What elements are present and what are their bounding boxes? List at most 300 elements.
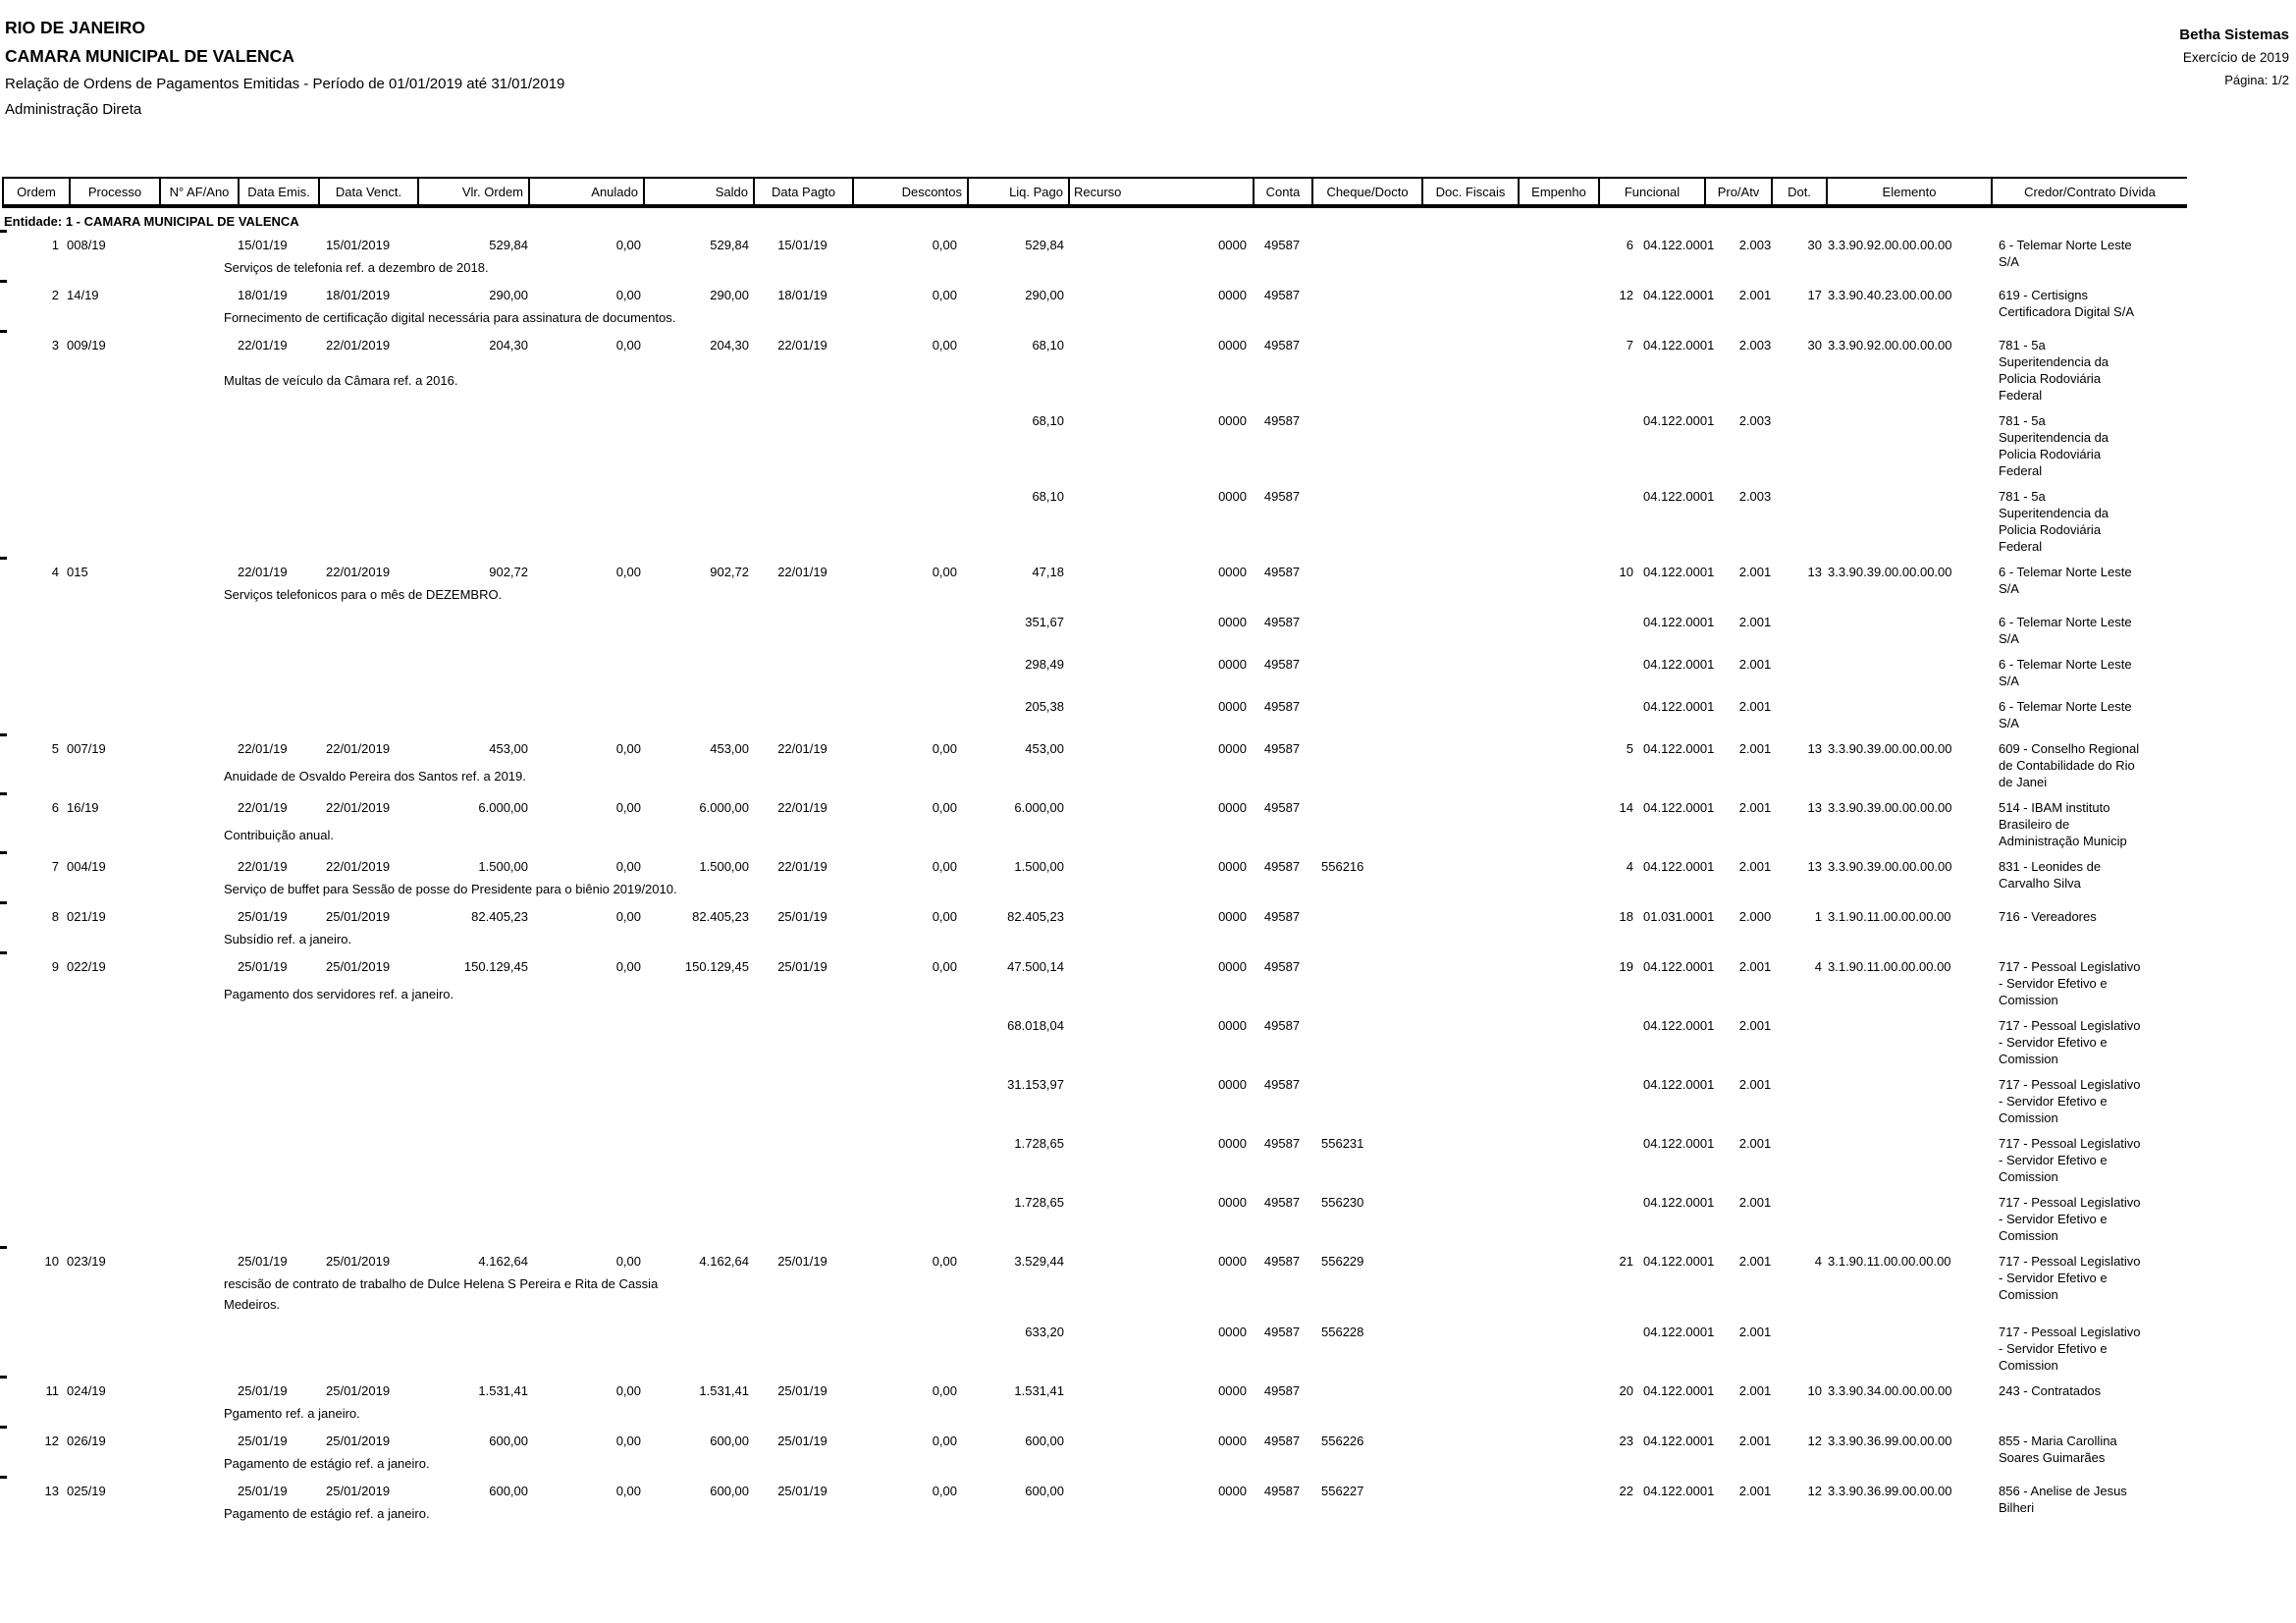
order-main-line (2, 858, 2296, 899)
af-ano-cell (159, 958, 238, 980)
vlr-ordem-cell: 453,00 (489, 741, 528, 756)
processo-cell: 009/19 (67, 338, 106, 352)
payment-line (2, 1076, 2296, 1126)
recurso-cell: 0000 (1218, 699, 1247, 714)
processo-cell: 021/19 (67, 909, 106, 924)
credor-cell: 717 - Pessoal Legislativo - Servidor Efetivo e Comission (1999, 1136, 2141, 1184)
row-separator-tick (0, 230, 7, 233)
ordem-cell: 5 (51, 741, 59, 756)
col-header-vlr-ordem: Vlr. Ordem (417, 179, 528, 204)
payment-line (2, 1324, 2296, 1374)
order-main-line (2, 337, 2296, 404)
empenho-cell (1518, 1135, 1635, 1185)
processo-cell: 008/19 (67, 238, 106, 252)
payment-line (2, 488, 2296, 555)
anulado-cell: 0,00 (615, 1383, 641, 1398)
doc-fiscais-cell (1421, 858, 1518, 875)
data-venct-cell: 25/01/2019 (326, 1434, 391, 1448)
order-description: Pagamento de estágio ref. a janeiro. (224, 1506, 430, 1521)
payment-line (2, 412, 2296, 479)
empenho-cell: 12 (1619, 288, 1633, 302)
elemento-cell (1826, 698, 1991, 731)
row-separator-tick (0, 851, 7, 854)
row-separator-tick (0, 901, 7, 904)
exercise-label: Exercício de 2019 (2182, 50, 2289, 65)
data-emis-cell: 22/01/19 (238, 859, 288, 874)
dot-cell (1773, 698, 1826, 731)
empenho-cell: 14 (1619, 800, 1633, 815)
ordem-cell: 12 (44, 1434, 59, 1448)
descontos-cell: 0,00 (932, 1484, 957, 1498)
doc-fiscais-cell (1421, 958, 1518, 980)
recurso-cell: 0000 (1218, 288, 1247, 302)
entity-row: Entidade: 1 - CAMARA MUNICIPAL DE VALENCA (4, 214, 299, 229)
credor-cell: 856 - Anelise de Jesus Bilheri (1999, 1484, 2127, 1515)
pro-atv-cell: 2.001 (1738, 657, 1772, 672)
elemento-cell: 3.3.90.92.00.00.00.00 (1828, 338, 1952, 352)
order-main-line (2, 564, 2296, 605)
data-pagto-cell: 25/01/19 (777, 1254, 828, 1269)
pro-atv-cell: 2.001 (1738, 859, 1772, 874)
pro-atv-cell: 2.001 (1738, 1325, 1772, 1339)
processo-cell: 026/19 (67, 1434, 106, 1448)
recurso-cell: 0000 (1218, 1325, 1247, 1339)
recurso-cell: 0000 (1218, 1018, 1247, 1033)
cheque-docto-cell (1311, 237, 1421, 253)
vendor-name: Betha Sistemas (2179, 27, 2289, 43)
empenho-cell: 5 (1626, 741, 1633, 756)
dot-cell (1773, 488, 1826, 555)
recurso-cell: 0000 (1218, 489, 1247, 504)
empenho-cell (1518, 656, 1635, 689)
cheque-docto-cell (1311, 287, 1421, 303)
recurso-cell: 0000 (1218, 657, 1247, 672)
cheque-docto-cell (1311, 412, 1421, 479)
cheque-docto-cell (1311, 1076, 1421, 1126)
recurso-cell: 0000 (1218, 859, 1247, 874)
order-row-group (2, 337, 2296, 555)
ordem-cell: 4 (51, 565, 59, 579)
doc-fiscais-cell (1421, 908, 1518, 925)
order-description: Pagamento dos servidores ref. a janeiro. (224, 986, 454, 1001)
liq-pago-cell: 351,67 (1025, 615, 1064, 629)
col-header-data-pagto: Data Pagto (753, 179, 852, 204)
order-row-group (2, 958, 2296, 1244)
cheque-docto-cell (1311, 698, 1421, 731)
data-venct-cell: 22/01/2019 (326, 800, 391, 815)
descontos-cell: 0,00 (932, 741, 957, 756)
liq-pago-cell: 47,18 (1032, 565, 1064, 579)
dot-cell (1773, 1194, 1826, 1244)
data-emis-cell: 22/01/19 (238, 741, 288, 756)
col-header-data-venct: Data Venct. (318, 179, 417, 204)
empenho-cell: 18 (1619, 909, 1633, 924)
funcional-cell: 04.122.0001 (1643, 959, 1715, 974)
recurso-cell: 0000 (1218, 338, 1247, 352)
order-main-line (2, 740, 2296, 790)
empenho-cell: 22 (1619, 1484, 1633, 1498)
col-header-data-emis: Data Emis. (238, 179, 318, 204)
elemento-cell (1826, 1076, 1991, 1126)
dot-cell: 4 (1814, 1254, 1822, 1269)
funcional-cell: 04.122.0001 (1643, 1136, 1715, 1151)
cheque-docto-cell (1311, 740, 1421, 762)
recurso-cell: 0000 (1218, 800, 1247, 815)
saldo-cell: 4.162,64 (699, 1254, 749, 1269)
col-header-conta: Conta (1253, 179, 1311, 204)
row-separator-tick (0, 1426, 7, 1429)
descontos-cell: 0,00 (932, 800, 957, 815)
processo-cell: 16/19 (67, 800, 99, 815)
pro-atv-cell: 2.001 (1738, 1484, 1772, 1498)
funcional-cell: 04.122.0001 (1643, 489, 1715, 504)
descontos-cell: 0,00 (932, 338, 957, 352)
liq-pago-cell: 600,00 (1025, 1434, 1064, 1448)
credor-cell: 6 - Telemar Norte Leste S/A (1999, 657, 2132, 688)
row-separator-tick (0, 792, 7, 795)
payment-line (2, 1135, 2296, 1185)
elemento-cell: 3.3.90.36.99.00.00.00 (1828, 1484, 1952, 1498)
data-emis-cell: 25/01/19 (238, 1254, 288, 1269)
funcional-cell: 01.031.0001 (1643, 909, 1715, 924)
descontos-cell: 0,00 (932, 1434, 957, 1448)
order-row-group (2, 1433, 2296, 1474)
col-header-liq-pago: Liq. Pago (967, 179, 1068, 204)
af-ano-cell (159, 1433, 238, 1449)
anulado-cell: 0,00 (615, 959, 641, 974)
liq-pago-cell: 47.500,14 (1007, 959, 1064, 974)
funcional-cell: 04.122.0001 (1643, 338, 1715, 352)
af-ano-cell (159, 858, 238, 875)
cheque-docto-cell: 556231 (1321, 1136, 1364, 1151)
doc-fiscais-cell (1421, 1324, 1518, 1374)
conta-cell: 49587 (1263, 959, 1301, 974)
dot-cell (1773, 656, 1826, 689)
liq-pago-cell: 68,10 (1032, 489, 1064, 504)
conta-cell: 49587 (1263, 338, 1301, 352)
vlr-ordem-cell: 82.405,23 (471, 909, 528, 924)
table-header-row (2, 177, 2187, 208)
doc-fiscais-cell (1421, 698, 1518, 731)
state-name: RIO DE JANEIRO (5, 18, 145, 37)
conta-cell: 49587 (1263, 1484, 1301, 1498)
credor-cell: 717 - Pessoal Legislativo - Servidor Efetivo e Comission (1999, 1254, 2141, 1302)
col-header-descontos: Descontos (852, 179, 967, 204)
liq-pago-cell: 82.405,23 (1007, 909, 1064, 924)
payment-line (2, 656, 2296, 689)
doc-fiscais-cell (1421, 488, 1518, 555)
conta-cell: 49587 (1263, 1136, 1301, 1151)
empenho-cell: 10 (1619, 565, 1633, 579)
empenho-cell (1518, 1324, 1635, 1374)
liq-pago-cell: 290,00 (1025, 288, 1064, 302)
credor-cell: 781 - 5a Superitendencia da Policia Rodoviária Federal (1999, 413, 2109, 478)
dot-cell: 30 (1807, 338, 1822, 352)
order-main-line (2, 799, 2296, 849)
funcional-cell: 04.122.0001 (1643, 238, 1715, 252)
pro-atv-cell: 2.001 (1738, 699, 1772, 714)
funcional-cell: 04.122.0001 (1643, 699, 1715, 714)
pro-atv-cell: 2.001 (1738, 565, 1772, 579)
data-pagto-cell: 25/01/19 (777, 959, 828, 974)
orders-container (2, 237, 2296, 1524)
recurso-cell: 0000 (1218, 959, 1247, 974)
data-emis-cell: 22/01/19 (238, 565, 288, 579)
empenho-cell: 7 (1626, 338, 1633, 352)
order-description: Serviço de buffet para Sessão de posse do Presidente para o biênio 2019/2010. (224, 882, 677, 896)
conta-cell: 49587 (1263, 909, 1301, 924)
recurso-cell: 0000 (1218, 1195, 1247, 1210)
anulado-cell: 0,00 (615, 800, 641, 815)
pro-atv-cell: 2.003 (1738, 413, 1772, 428)
elemento-cell: 3.1.90.11.00.00.00.00 (1828, 1254, 1951, 1269)
recurso-cell: 0000 (1218, 909, 1247, 924)
cheque-docto-cell (1311, 488, 1421, 555)
payment-line (2, 698, 2296, 731)
af-ano-cell (159, 287, 238, 303)
order-main-line (2, 287, 2296, 328)
funcional-cell: 04.122.0001 (1643, 565, 1715, 579)
payment-line (2, 1194, 2296, 1244)
af-ano-cell (159, 740, 238, 762)
conta-cell: 49587 (1263, 1434, 1301, 1448)
vlr-ordem-cell: 529,84 (489, 238, 528, 252)
data-emis-cell: 25/01/19 (238, 1434, 288, 1448)
doc-fiscais-cell (1421, 1194, 1518, 1244)
pro-atv-cell: 2.000 (1738, 909, 1772, 924)
descontos-cell: 0,00 (932, 859, 957, 874)
elemento-cell: 3.3.90.34.00.00.00.00 (1828, 1383, 1952, 1398)
funcional-cell: 04.122.0001 (1643, 800, 1715, 815)
saldo-cell: 82.405,23 (692, 909, 749, 924)
empenho-cell (1518, 698, 1635, 731)
liq-pago-cell: 68,10 (1032, 338, 1064, 352)
anulado-cell: 0,00 (615, 338, 641, 352)
conta-cell: 49587 (1263, 489, 1301, 504)
dot-cell: 17 (1807, 288, 1822, 302)
data-venct-cell: 22/01/2019 (326, 859, 391, 874)
elemento-cell (1826, 1135, 1991, 1185)
credor-cell: 716 - Vereadores (1999, 909, 2097, 924)
col-header-af-ano: N° AF/Ano (159, 179, 238, 204)
order-main-line (2, 237, 2296, 278)
funcional-cell: 04.122.0001 (1643, 657, 1715, 672)
af-ano-cell (159, 1253, 238, 1270)
funcional-cell: 04.122.0001 (1643, 741, 1715, 756)
liq-pago-cell: 529,84 (1025, 238, 1064, 252)
vlr-ordem-cell: 290,00 (489, 288, 528, 302)
order-description: Contribuição anual. (224, 827, 335, 842)
empenho-cell: 23 (1619, 1434, 1633, 1448)
pro-atv-cell: 2.003 (1738, 238, 1772, 252)
anulado-cell: 0,00 (615, 859, 641, 874)
vlr-ordem-cell: 600,00 (489, 1484, 528, 1498)
funcional-cell: 04.122.0001 (1643, 1195, 1715, 1210)
data-emis-cell: 25/01/19 (238, 959, 288, 974)
col-header-empenho: Empenho (1518, 179, 1598, 204)
descontos-cell: 0,00 (932, 1254, 957, 1269)
vlr-ordem-cell: 4.162,64 (478, 1254, 528, 1269)
row-separator-tick (0, 1246, 7, 1249)
pro-atv-cell: 2.001 (1738, 741, 1772, 756)
pro-atv-cell: 2.001 (1738, 959, 1772, 974)
anulado-cell: 0,00 (615, 1254, 641, 1269)
cheque-docto-cell: 556227 (1321, 1484, 1364, 1498)
recurso-cell: 0000 (1218, 565, 1247, 579)
liq-pago-cell: 1.728,65 (1014, 1195, 1064, 1210)
order-description: Serviços de telefonia ref. a dezembro de 2018. (224, 260, 489, 275)
col-header-dot: Dot. (1771, 179, 1826, 204)
pro-atv-cell: 2.001 (1738, 1195, 1772, 1210)
conta-cell: 49587 (1263, 615, 1301, 629)
pro-atv-cell: 2.001 (1738, 1077, 1772, 1092)
credor-cell: 609 - Conselho Regional de Contabilidade do Rio de Janei (1999, 741, 2140, 789)
elemento-cell: 3.3.90.92.00.00.00.00 (1828, 238, 1952, 252)
dot-cell: 13 (1807, 741, 1822, 756)
liq-pago-cell: 68.018,04 (1007, 1018, 1064, 1033)
conta-cell: 49587 (1263, 1018, 1301, 1033)
order-description: Pagamento de estágio ref. a janeiro. (224, 1456, 430, 1471)
dot-cell: 12 (1807, 1434, 1822, 1448)
recurso-cell: 0000 (1218, 1136, 1247, 1151)
conta-cell: 49587 (1263, 699, 1301, 714)
dot-cell (1773, 1324, 1826, 1374)
dot-cell: 4 (1814, 959, 1822, 974)
saldo-cell: 204,30 (710, 338, 749, 352)
processo-cell: 004/19 (67, 859, 106, 874)
cheque-docto-cell: 556230 (1321, 1195, 1364, 1210)
ordem-cell: 2 (51, 288, 59, 302)
elemento-cell: 3.3.90.39.00.00.00.00 (1828, 565, 1952, 579)
data-venct-cell: 25/01/2019 (326, 1484, 391, 1498)
saldo-cell: 6.000,00 (699, 800, 749, 815)
order-main-line (2, 1433, 2296, 1474)
col-header-pro-atv: Pro/Atv (1704, 179, 1771, 204)
conta-cell: 49587 (1263, 288, 1301, 302)
data-venct-cell: 25/01/2019 (326, 909, 391, 924)
funcional-cell: 04.122.0001 (1643, 1018, 1715, 1033)
pro-atv-cell: 2.001 (1738, 800, 1772, 815)
dot-cell (1773, 1135, 1826, 1185)
order-row-group (2, 1253, 2296, 1374)
conta-cell: 49587 (1263, 1383, 1301, 1398)
pro-atv-cell: 2.001 (1738, 1383, 1772, 1398)
liq-pago-cell: 205,38 (1025, 699, 1064, 714)
descontos-cell: 0,00 (932, 288, 957, 302)
pro-atv-cell: 2.001 (1738, 615, 1772, 629)
row-separator-tick (0, 733, 7, 736)
dot-cell: 30 (1807, 238, 1822, 252)
vlr-ordem-cell: 1.531,41 (478, 1383, 528, 1398)
saldo-cell: 902,72 (710, 565, 749, 579)
credor-cell: 717 - Pessoal Legislativo - Servidor Efetivo e Comission (1999, 1325, 2141, 1373)
data-venct-cell: 22/01/2019 (326, 741, 391, 756)
order-main-line (2, 1382, 2296, 1424)
cheque-docto-cell (1311, 656, 1421, 689)
processo-cell: 025/19 (67, 1484, 106, 1498)
empenho-cell (1518, 1194, 1635, 1244)
doc-fiscais-cell (1421, 1017, 1518, 1067)
empenho-cell: 6 (1626, 238, 1633, 252)
liq-pago-cell: 1.500,00 (1014, 859, 1064, 874)
order-main-line (2, 908, 2296, 949)
dot-cell (1773, 412, 1826, 479)
liq-pago-cell: 6.000,00 (1014, 800, 1064, 815)
saldo-cell: 290,00 (710, 288, 749, 302)
liq-pago-cell: 298,49 (1025, 657, 1064, 672)
descontos-cell: 0,00 (932, 959, 957, 974)
data-pagto-cell: 18/01/19 (777, 288, 828, 302)
conta-cell: 49587 (1263, 413, 1301, 428)
ordem-cell: 1 (51, 238, 59, 252)
credor-cell: 855 - Maria Carollina Soares Guimarães (1999, 1434, 2117, 1465)
data-venct-cell: 25/01/2019 (326, 1383, 391, 1398)
col-header-recurso: Recurso (1068, 179, 1253, 204)
anulado-cell: 0,00 (615, 288, 641, 302)
credor-cell: 6 - Telemar Norte Leste S/A (1999, 238, 2132, 269)
data-venct-cell: 25/01/2019 (326, 1254, 391, 1269)
doc-fiscais-cell (1421, 656, 1518, 689)
recurso-cell: 0000 (1218, 615, 1247, 629)
col-header-processo: Processo (69, 179, 159, 204)
row-separator-tick (0, 951, 7, 954)
vlr-ordem-cell: 902,72 (489, 565, 528, 579)
vlr-ordem-cell: 204,30 (489, 338, 528, 352)
col-header-anulado: Anulado (528, 179, 643, 204)
cheque-docto-cell (1311, 337, 1421, 366)
conta-cell: 49587 (1263, 741, 1301, 756)
elemento-cell (1826, 1194, 1991, 1244)
recurso-cell: 0000 (1218, 1484, 1247, 1498)
pro-atv-cell: 2.001 (1738, 1254, 1772, 1269)
dot-cell: 1 (1814, 909, 1822, 924)
cheque-docto-cell (1311, 1382, 1421, 1399)
funcional-cell: 04.122.0001 (1643, 1077, 1715, 1092)
credor-cell: 6 - Telemar Norte Leste S/A (1999, 615, 2132, 646)
credor-cell: 717 - Pessoal Legislativo - Servidor Efetivo e Comission (1999, 1195, 2141, 1243)
report-header-right (2179, 24, 2289, 91)
col-header-elemento: Elemento (1826, 179, 1991, 204)
dot-cell: 13 (1807, 565, 1822, 579)
cheque-docto-cell (1311, 908, 1421, 925)
recurso-cell: 0000 (1218, 413, 1247, 428)
ordem-cell: 7 (51, 859, 59, 874)
order-description: Fornecimento de certificação digital necessária para assinatura de documentos. (224, 310, 676, 325)
elemento-cell: 3.3.90.39.00.00.00.00 (1828, 800, 1952, 815)
order-description: Multas de veículo da Câmara ref. a 2016. (224, 373, 458, 388)
recurso-cell: 0000 (1218, 741, 1247, 756)
data-pagto-cell: 25/01/19 (777, 1383, 828, 1398)
col-header-funcional: Funcional (1598, 179, 1704, 204)
elemento-cell (1826, 488, 1991, 555)
row-separator-tick (0, 557, 7, 560)
saldo-cell: 600,00 (710, 1484, 749, 1498)
funcional-cell: 04.122.0001 (1643, 288, 1715, 302)
descontos-cell: 0,00 (932, 909, 957, 924)
pro-atv-cell: 2.003 (1738, 338, 1772, 352)
ordem-cell: 10 (44, 1254, 59, 1269)
order-row-group (2, 564, 2296, 731)
recurso-cell: 0000 (1218, 238, 1247, 252)
data-pagto-cell: 22/01/19 (777, 800, 828, 815)
funcional-cell: 04.122.0001 (1643, 1325, 1715, 1339)
ordem-cell: 8 (51, 909, 59, 924)
data-emis-cell: 22/01/19 (238, 338, 288, 352)
ordem-cell: 9 (51, 959, 59, 974)
cheque-docto-cell: 556229 (1321, 1254, 1364, 1269)
dot-cell (1773, 1076, 1826, 1126)
credor-cell: 243 - Contratados (1999, 1383, 2102, 1398)
